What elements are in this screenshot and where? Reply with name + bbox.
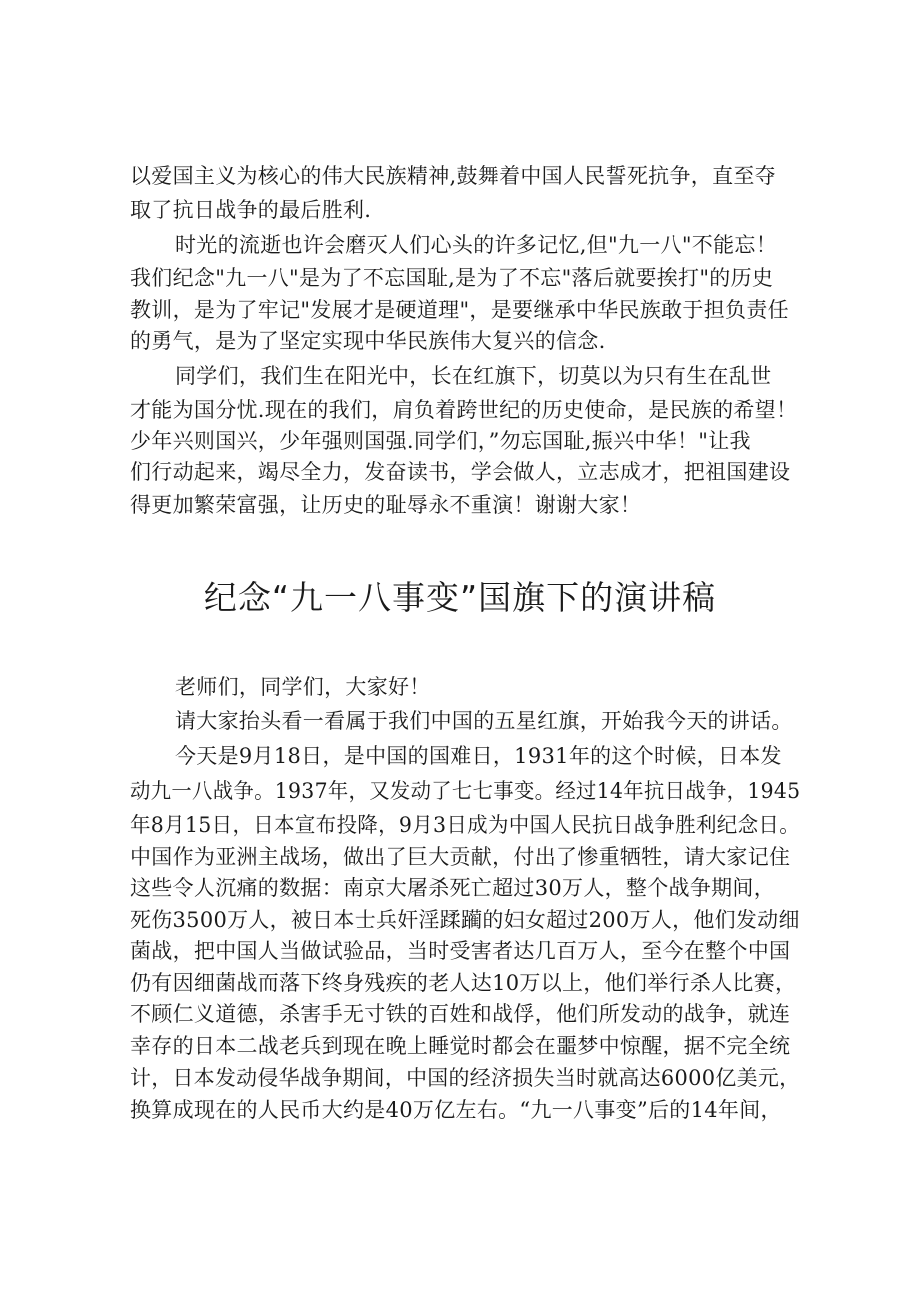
greeting: 老师们，同学们，大家好！ xyxy=(175,675,431,699)
paragraph-line: 不顾仁义道德，杀害手无寸铁的百姓和战俘，他们所发动的战争，就连 xyxy=(130,1002,791,1026)
paragraph-line: 才能为国分忧.现在的我们，肩负着跨世纪的历史使命，是民族的希望！ xyxy=(130,398,798,422)
paragraph-line: 取了抗日战争的最后胜利. xyxy=(130,198,372,222)
paragraph-line: 计，日本发动侵华战争期间，中国的经济损失当时就高达6000亿美元， xyxy=(130,1066,801,1090)
paragraph-line: 的勇气，是为了坚定实现中华民族伟大复兴的信念. xyxy=(130,329,606,353)
paragraph-line: 时光的流逝也许会磨灭人们心头的许多记忆,但"九一八"不能忘！ xyxy=(175,233,777,257)
paragraph-line: 动九一八战争。1937年，又发动了七七事变。经过14年抗日战争，1945 xyxy=(130,779,801,803)
document-title: 纪念“九一八事变”国旗下的演讲稿 xyxy=(203,578,717,617)
paragraph-line: 得更加繁荣富强，让历史的耻辱永不重演！谢谢大家！ xyxy=(130,493,642,517)
paragraph-line: 以爱国主义为核心的伟大民族精神,鼓舞着中国人民誓死抗争，直至夺 xyxy=(130,164,776,188)
paragraph-line: 死伤3500万人，被日本士兵奸淫蹂躏的妇女超过200万人，他们发动细 xyxy=(130,908,800,932)
paragraph-line: 同学们，我们生在阳光中，长在红旗下，切莫以为只有生在乱世 xyxy=(175,364,772,388)
paragraph-line: 仍有因细菌战而落下终身残疾的老人达10万以上，他们举行杀人比赛， xyxy=(130,971,797,995)
paragraph-line: 我们纪念"九一八"是为了不忘国耻,是为了不忘"落后就要挨打"的历史 xyxy=(130,266,774,290)
paragraph-line: 幸存的日本二战老兵到现在晚上睡觉时都会在噩梦中惊醒，据不完全统 xyxy=(130,1034,791,1058)
paragraph-line: 中国作为亚洲主战场，做出了巨大贡献，付出了惨重牺牲，请大家记住 xyxy=(130,845,791,869)
paragraph-line: 少年兴则国兴，少年强则国强.同学们，”勿忘国耻,振兴中华！"让我 xyxy=(130,429,751,453)
paragraph-line: 菌战，把中国人当做试验品，当时受害者达几百万人，至今在整个中国 xyxy=(130,939,791,963)
paragraph-line: 这些令人沉痛的数据：南京大屠杀死亡超过30万人，整个战争期间， xyxy=(130,876,776,900)
paragraph-line: 今天是9月18日，是中国的国难日，1931年的这个时候，日本发 xyxy=(175,744,782,768)
paragraph-line: 请大家抬头看一看属于我们中国的五星红旗，开始我今天的讲话。 xyxy=(175,709,793,733)
paragraph-line: 教训，是为了牢记"发展才是硬道理"，是要继承中华民族敢于担负责任 xyxy=(130,298,789,322)
paragraph-line: 们行动起来，竭尽全力，发奋读书，学会做人，立志成才，把祖国建设 xyxy=(130,460,791,484)
paragraph-line: 年8月15日，日本宣布投降，9月3日成为中国人民抗日战争胜利纪念日。 xyxy=(130,813,801,837)
paragraph-line: 换算成现在的人民币大约是40万亿左右。“九一八事变”后的14年间， xyxy=(130,1098,782,1122)
